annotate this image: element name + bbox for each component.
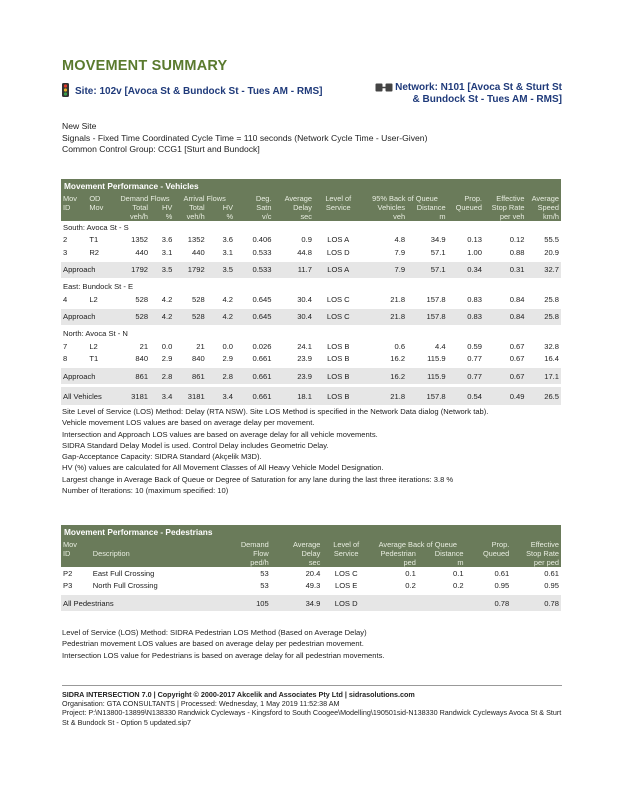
col-los: Service (322, 549, 370, 558)
pedestrians-table-title: Movement Performance - Pedestrians (61, 525, 561, 540)
col-eff: Stop Rate (511, 549, 561, 558)
table-cell: LOS A (314, 262, 363, 278)
table-cell: 861 (116, 368, 150, 384)
pedestrians-table (61, 525, 561, 611)
table-row (61, 246, 561, 259)
col-unit: ped (370, 558, 418, 567)
table-cell: 7.9 (363, 246, 408, 259)
col-pedestrian: Pedestrian (370, 549, 418, 558)
table-cell: 528 (174, 293, 206, 306)
table-cell: 3.4 (207, 387, 235, 405)
table-cell: 0.78 (466, 595, 512, 611)
site-label: Site: 102v [Avoca St & Bundock St - Tues AM - RMS] (75, 86, 323, 98)
table-cell: 3.5 (150, 262, 174, 278)
table-cell: 0.2 (418, 580, 466, 593)
table-cell: 25.8 (526, 293, 561, 306)
page-title: MOVEMENT SUMMARY (62, 58, 228, 74)
table-cell: 0.661 (235, 387, 273, 405)
table-cell: 0.533 (235, 262, 273, 278)
table-cell: Approach (61, 368, 116, 384)
note-line: Level of Service (LOS) Method: SIDRA Pedestrian LOS Method (Based on Average Delay) (62, 628, 367, 637)
note-line: Intersection LOS value for Pedestrians is based on average delay for all pedestrian movements. (62, 650, 385, 660)
table-cell: 24.1 (273, 340, 313, 353)
table-cell: 0.78 (511, 595, 561, 611)
table-cell: LOS B (314, 353, 363, 366)
table-cell: 2.9 (207, 353, 235, 366)
table-cell: 4.2 (207, 293, 235, 306)
table-cell: 21.8 (363, 309, 408, 325)
note-line: Site Level of Service (LOS) Method: Delay (RTA NSW). Site LOS Method is specified in the Network Data dialog (Network tab). (62, 407, 489, 416)
table-cell: 23.9 (273, 353, 313, 366)
col-total: Total (116, 203, 150, 212)
table-cell: 440 (116, 246, 150, 259)
table-cell: 30.4 (273, 309, 313, 325)
footer-brand: SIDRA INTERSECTION 7.0 | Copyright © 2000-2017 Akcelik and Associates Pty Ltd | sidrasolutions.com (62, 690, 415, 699)
table-cell: 1352 (116, 234, 150, 247)
approach-row (61, 368, 561, 384)
table-row (61, 567, 561, 580)
table-cell: P2 (61, 567, 91, 580)
col-queue: 95% Back of Queue (363, 194, 448, 203)
col-mov: ID (61, 203, 87, 212)
table-cell: LOS C (314, 293, 363, 306)
table-cell: 25.8 (526, 309, 561, 325)
pedestrian-notes (62, 627, 385, 661)
table-cell: 21 (174, 340, 206, 353)
col-mov: Mov (61, 540, 91, 549)
table-cell: 0.533 (235, 246, 273, 259)
table-cell: 32.7 (526, 262, 561, 278)
table-cell: 0.0 (150, 340, 174, 353)
table-cell: 0.83 (448, 309, 484, 325)
site-line (62, 83, 322, 100)
table-cell: 0.34 (448, 262, 484, 278)
col-unit: % (207, 212, 235, 221)
approach-row (61, 309, 561, 325)
table-cell: P3 (61, 580, 91, 593)
table-cell: 0.59 (448, 340, 484, 353)
table-cell: T1 (87, 353, 115, 366)
col-demand: Demand (223, 540, 271, 549)
table-cell: LOS D (314, 246, 363, 259)
table-cell: 8 (61, 353, 87, 366)
table-cell: L2 (87, 293, 115, 306)
table-cell: 44.8 (273, 246, 313, 259)
col-distance: Distance (407, 203, 447, 212)
table-cell: Approach (61, 309, 116, 325)
table-cell: 3181 (174, 387, 206, 405)
table-cell: North Full Crossing (91, 580, 223, 593)
table-cell: 2.9 (150, 353, 174, 366)
note-line: HV (%) values are calculated for All Movement Classes of All Heavy Vehicle Model Designation. (62, 463, 384, 473)
table-cell: 26.5 (526, 387, 561, 405)
table-cell: 23.9 (273, 368, 313, 384)
table-cell: 4.8 (363, 234, 408, 247)
table-cell: 0.026 (235, 340, 273, 353)
table-cell: 32.8 (526, 340, 561, 353)
col-prop: Queued (448, 203, 484, 212)
table-cell: 0.54 (448, 387, 484, 405)
footer-divider (62, 685, 562, 686)
section-header (61, 281, 561, 294)
table-cell: LOS C (314, 309, 363, 325)
traffic-light-icon (62, 83, 69, 100)
table-cell: 0.61 (466, 567, 512, 580)
network-text: Network: N101 [Avoca St & Sturt St & Bundock St - Tues AM - RMS] (395, 82, 562, 105)
info-line: New Site (62, 121, 97, 131)
table-cell: 3.6 (150, 234, 174, 247)
table-cell: 55.5 (526, 234, 561, 247)
col-prop: Queued (466, 549, 512, 558)
table-cell: 3.6 (207, 234, 235, 247)
col-unit: veh (363, 212, 408, 221)
table-cell: 0.84 (484, 293, 527, 306)
table-cell: 0.1 (370, 567, 418, 580)
table-cell: LOS D (322, 595, 370, 611)
col-description: Description (91, 549, 223, 558)
table-cell: All Vehicles (61, 387, 116, 405)
col-unit: sec (273, 212, 313, 221)
table-cell: 21.8 (363, 293, 408, 306)
vehicle-notes (62, 406, 488, 496)
col-hv: HV (207, 203, 235, 212)
table-cell: 2.8 (207, 368, 235, 384)
footer-project: Project: P:\N13800-13899\N138330 Randwick Cycleways - Kingsford to South Coogee\Modelling\190501sid-N138330 Randwick Cycleways Avoca St & Sturt St & Bundock St - Option 5 updated.sip7 (62, 708, 562, 727)
table-cell: 3 (61, 246, 87, 259)
col-speed: Average (526, 194, 561, 203)
table-cell: T1 (87, 234, 115, 247)
table-cell: LOS B (314, 340, 363, 353)
table-cell: 34.9 (407, 234, 447, 247)
note-line: Pedestrian movement LOS values are based on average delay per pedestrian movement. (62, 639, 364, 649)
note-line: Number of Iterations: 10 (maximum specified: 10) (62, 486, 229, 496)
col-unit: per veh (484, 212, 527, 221)
col-unit: % (150, 212, 174, 221)
table-cell: 57.1 (407, 262, 447, 278)
col-queue: Average Back of Queue (370, 540, 466, 549)
table-cell: 0.9 (273, 234, 313, 247)
table-cell: 0.661 (235, 353, 273, 366)
table-cell: 0.1 (418, 567, 466, 580)
note-line: Intersection and Approach LOS values are based on average delay for all vehicle movements. (62, 429, 378, 439)
table-cell: 3.1 (150, 246, 174, 259)
footer-org: Organisation: GTA CONSULTANTS | Processed: Wednesday, 1 May 2019 11:52:38 AM (62, 699, 340, 709)
table-cell: 3.1 (207, 246, 235, 259)
table-cell: 3.5 (207, 262, 235, 278)
table-cell: 0.61 (511, 567, 561, 580)
section-header (61, 221, 561, 234)
col-deg: Satn (235, 203, 273, 212)
table-row (61, 353, 561, 366)
table-cell: 4.2 (207, 309, 235, 325)
col-arrival: Arrival Flows (174, 194, 235, 203)
table-cell: 157.8 (407, 293, 447, 306)
table-cell: 16.2 (363, 368, 408, 384)
table-cell: 0.2 (370, 580, 418, 593)
table-cell: 53 (223, 567, 271, 580)
vehicles-table-body (61, 221, 561, 405)
col-distance: Distance (418, 549, 466, 558)
table-cell: 7 (61, 340, 87, 353)
table-cell: Approach (61, 262, 116, 278)
table-cell: 21 (116, 340, 150, 353)
table-cell: 3.4 (150, 387, 174, 405)
table-cell: 1792 (174, 262, 206, 278)
table-cell: 0.12 (484, 234, 527, 247)
col-unit: per ped (511, 558, 561, 567)
table-cell: 840 (174, 353, 206, 366)
table-cell (370, 595, 418, 611)
col-los: Level of (322, 540, 370, 549)
col-los: Level of (314, 194, 363, 203)
col-unit: veh/h (174, 212, 206, 221)
table-cell: 0.661 (235, 368, 273, 384)
pedestrians-table-body (61, 567, 561, 611)
table-cell: L2 (87, 340, 115, 353)
table-cell: 34.9 (271, 595, 323, 611)
table-row (61, 293, 561, 306)
table-cell: 528 (174, 309, 206, 325)
table-cell: All Pedestrians (61, 595, 223, 611)
col-unit: v/c (235, 212, 273, 221)
note-line: Largest change in Average Back of Queue or Degree of Saturation for any lane during the last three iterations: 3.8 % (62, 474, 454, 484)
col-unit: km/h (526, 212, 561, 221)
col-prop: Prop. (448, 194, 484, 203)
col-od: Mov (87, 203, 115, 212)
col-eff: Stop Rate (484, 203, 527, 212)
table-cell: 0.406 (235, 234, 273, 247)
table-cell: 0.6 (363, 340, 408, 353)
col-unit: ped/h (223, 558, 271, 567)
approach-row (61, 262, 561, 278)
table-cell: 7.9 (363, 262, 408, 278)
col-hv: HV (150, 203, 174, 212)
table-cell: LOS B (314, 368, 363, 384)
info-line: Common Control Group: CCG1 [Sturt and Bundock] (62, 144, 260, 154)
table-cell: 105 (223, 595, 271, 611)
table-cell: 440 (174, 246, 206, 259)
note-line: Vehicle movement LOS values are based on average delay per movement. (62, 418, 315, 428)
col-delay: Average (273, 194, 313, 203)
table-cell: 157.8 (407, 309, 447, 325)
vehicles-table (61, 179, 561, 405)
table-cell: 20.9 (526, 246, 561, 259)
table-cell: 0.88 (484, 246, 527, 259)
site-info (62, 121, 427, 156)
table-cell: 20.4 (271, 567, 323, 580)
table-cell: R2 (87, 246, 115, 259)
all-pedestrians-row (61, 595, 561, 611)
table-cell: LOS C (322, 567, 370, 580)
table-row (61, 234, 561, 247)
col-eff: Effective (484, 194, 527, 203)
col-unit: m (407, 212, 447, 221)
table-cell: 1.00 (448, 246, 484, 259)
col-demand: Demand Flows (116, 194, 175, 203)
table-cell: 0.77 (448, 368, 484, 384)
section-header (61, 328, 561, 341)
table-cell: 0.95 (466, 580, 512, 593)
table-cell: LOS B (314, 387, 363, 405)
table-cell: 528 (116, 293, 150, 306)
table-row (61, 580, 561, 593)
table-cell: 1792 (116, 262, 150, 278)
table-cell: LOS E (322, 580, 370, 593)
col-delay: Average (271, 540, 323, 549)
table-cell: LOS A (314, 234, 363, 247)
note-line: SIDRA Standard Delay Model is used. Control Delay includes Geometric Delay. (62, 440, 329, 450)
network-label (367, 81, 562, 106)
table-cell: 0.645 (235, 309, 273, 325)
vehicles-table-title: Movement Performance - Vehicles (61, 179, 561, 194)
table-cell: 0.95 (511, 580, 561, 593)
table-cell: 528 (116, 309, 150, 325)
table-cell: 115.9 (407, 368, 447, 384)
table-cell: 0.67 (484, 340, 527, 353)
col-demand: Flow (223, 549, 271, 558)
table-cell (418, 595, 466, 611)
table-cell: 0.49 (484, 387, 527, 405)
table-cell: East Full Crossing (91, 567, 223, 580)
table-row (61, 340, 561, 353)
table-cell: 4 (61, 293, 87, 306)
all-vehicles-row (61, 387, 561, 405)
info-line: Signals - Fixed Time Coordinated Cycle Time = 110 seconds (Network Cycle Time - User-Given) (62, 132, 428, 143)
table-cell: 18.1 (273, 387, 313, 405)
table-cell: 16.4 (526, 353, 561, 366)
table-cell: 0.84 (484, 309, 527, 325)
table-cell: 4.4 (407, 340, 447, 353)
table-cell: 49.3 (271, 580, 323, 593)
col-los: Service (314, 203, 363, 212)
table-cell: 0.645 (235, 293, 273, 306)
table-cell: 157.8 (407, 387, 447, 405)
footer (62, 690, 562, 727)
col-mov: Mov (61, 194, 87, 203)
col-unit: sec (271, 558, 323, 567)
table-cell: 3181 (116, 387, 150, 405)
table-cell: 2 (61, 234, 87, 247)
table-cell: North: Avoca St - N (61, 328, 561, 341)
table-cell: 57.1 (407, 246, 447, 259)
col-eff: Effective (511, 540, 561, 549)
col-vehicles: Vehicles (363, 203, 408, 212)
table-cell: 840 (116, 353, 150, 366)
table-cell: 2.8 (150, 368, 174, 384)
col-unit: m (418, 558, 466, 567)
note-line: Gap-Acceptance Capacity: SIDRA Standard (Akçelik M3D). (62, 452, 262, 462)
table-cell: South: Avoca St - S (61, 221, 561, 234)
table-cell: 4.2 (150, 309, 174, 325)
table-cell: 11.7 (273, 262, 313, 278)
table-cell: East: Bundock St - E (61, 281, 561, 294)
table-cell: 16.2 (363, 353, 408, 366)
table-cell: 0.67 (484, 368, 527, 384)
table-cell: 21.8 (363, 387, 408, 405)
col-mov: ID (61, 549, 91, 558)
network-icon (375, 82, 396, 92)
col-prop: Prop. (466, 540, 512, 549)
table-cell: 0.0 (207, 340, 235, 353)
table-cell: 0.31 (484, 262, 527, 278)
col-speed: Speed (526, 203, 561, 212)
table-cell: 0.67 (484, 353, 527, 366)
col-unit: veh/h (116, 212, 150, 221)
col-od: OD (87, 194, 115, 203)
table-cell: 0.77 (448, 353, 484, 366)
col-delay: Delay (273, 203, 313, 212)
col-delay: Delay (271, 549, 323, 558)
table-cell: 17.1 (526, 368, 561, 384)
table-cell: 0.13 (448, 234, 484, 247)
col-deg: Deg. (235, 194, 273, 203)
col-total: Total (174, 203, 206, 212)
table-cell: 4.2 (150, 293, 174, 306)
table-cell: 115.9 (407, 353, 447, 366)
table-cell: 1352 (174, 234, 206, 247)
table-cell: 861 (174, 368, 206, 384)
table-cell: 53 (223, 580, 271, 593)
table-cell: 30.4 (273, 293, 313, 306)
table-cell: 0.83 (448, 293, 484, 306)
